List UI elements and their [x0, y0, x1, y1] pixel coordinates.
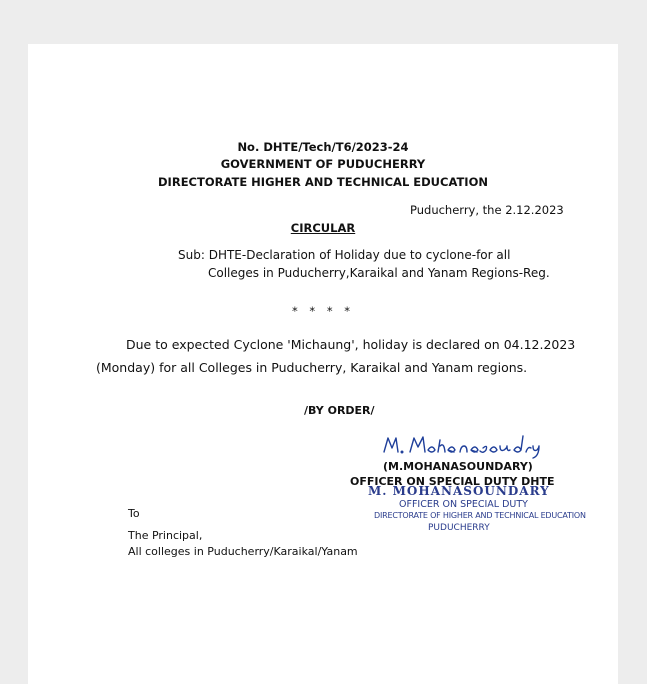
stamp-place: PUDUCHERRY	[428, 523, 490, 533]
stamp-designation: OFFICER ON SPECIAL DUTY	[399, 499, 528, 510]
circular-title: CIRCULAR	[290, 221, 356, 235]
to-label: To	[128, 507, 140, 520]
reference-number: No. DHTE/Tech/T6/2023-24	[237, 140, 409, 154]
handwritten-signature	[368, 430, 548, 462]
date-line: Puducherry, the 2.12.2023	[410, 203, 564, 217]
signatory-name: (M.MOHANASOUNDARY)	[383, 460, 533, 473]
signatory-designation: OFFICER ON SPECIAL DUTY DHTE	[350, 475, 555, 488]
body-line-2: (Monday) for all Colleges in Puducherry, Karaikal and Yanam regions.	[96, 360, 528, 375]
directorate-heading: DIRECTORATE HIGHER AND TECHNICAL EDUCATION	[158, 175, 488, 189]
stamp-name: M. MOHANASOUNDARY	[368, 484, 550, 498]
document-page	[28, 44, 618, 684]
subject-line-1: Sub: DHTE-Declaration of Holiday due to cyclone-for all	[178, 248, 511, 262]
subject-line-2: Colleges in Puducherry,Karaikal and Yanam Regions-Reg.	[208, 266, 550, 280]
separator-stars: * * * *	[292, 304, 354, 318]
government-heading: GOVERNMENT OF PUDUCHERRY	[220, 157, 426, 171]
addressee: The Principal,	[128, 529, 203, 542]
addressee-scope: All colleges in Puducherry/Karaikal/Yanam	[128, 545, 358, 558]
stamp-office: DIRECTORATE OF HIGHER AND TECHNICAL EDUCATION	[374, 511, 586, 520]
by-order-label: /BY ORDER/	[304, 404, 375, 417]
body-line-1: Due to expected Cyclone 'Michaung', holiday is declared on 04.12.2023	[126, 337, 576, 352]
